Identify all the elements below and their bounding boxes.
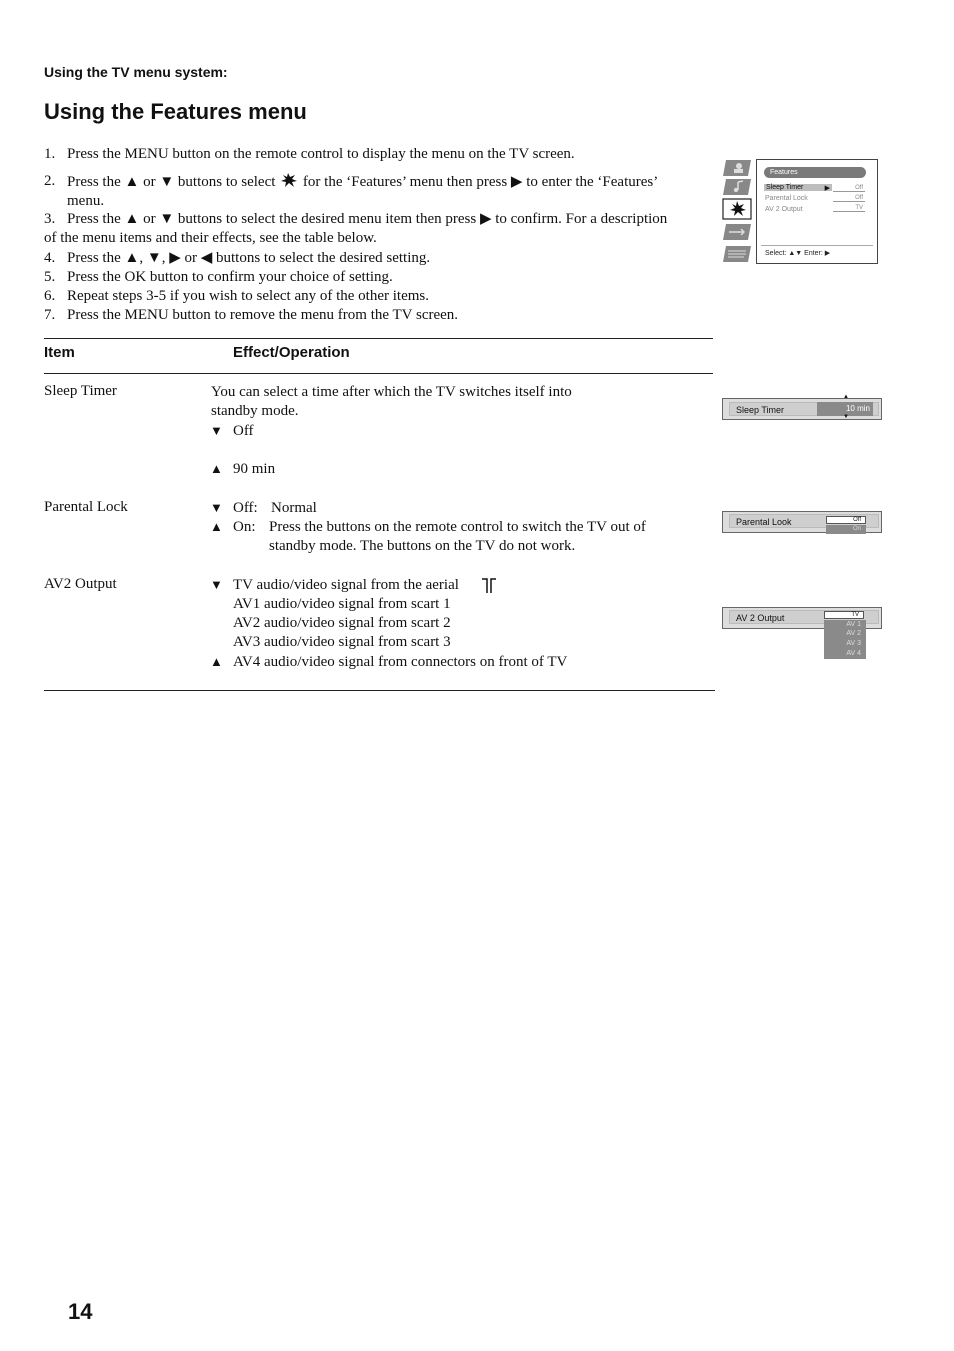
- step-text: Press the MENU button to remove the menu from the TV screen.: [67, 307, 459, 323]
- step-number: 6.: [44, 288, 56, 304]
- step-3: [44, 210, 710, 248]
- osd-option-av3[interactable]: AV 3: [824, 639, 866, 649]
- down-arrow-icon: ▼: [210, 500, 223, 515]
- effect-text: AV3 audio/video signal from scart 3: [233, 634, 451, 650]
- menu-item-label: Sleep Timer: [766, 184, 804, 191]
- up-arrow-icon: ▲: [210, 519, 223, 534]
- step-number: 4.: [44, 250, 56, 266]
- up-arrow-icon: ▲: [210, 461, 223, 476]
- osd-option-av4[interactable]: AV 4: [824, 649, 866, 659]
- effect-text: AV1 audio/video signal from scart 1: [233, 596, 451, 612]
- effect-text: Normal: [271, 500, 317, 516]
- step-5: [44, 268, 710, 287]
- osd-label: Parental Look: [729, 514, 879, 528]
- menu-item-parental-lock[interactable]: Parental Lock: [765, 195, 808, 202]
- step-7: [44, 306, 710, 325]
- column-header-effect: Effect/Operation: [233, 344, 350, 361]
- parental-lock-osd: [722, 511, 882, 533]
- step-text: Press the ▲, ▼, ▶ or ◀ buttons to select the desired setting.: [67, 250, 431, 266]
- osd-option-tv[interactable]: TV: [824, 611, 864, 619]
- osd-option-av1[interactable]: AV 1: [824, 620, 866, 629]
- menu-item-value: Off: [833, 195, 865, 202]
- down-arrow-icon: ▼: [210, 423, 223, 438]
- osd-option-av2[interactable]: AV 2: [824, 629, 866, 639]
- features-tab-icon: [722, 198, 752, 220]
- effect-text: AV2 audio/video signal from scart 2: [233, 615, 451, 631]
- effect-text: Press the buttons on the remote control to switch the TV out of: [269, 519, 646, 535]
- item-parental-lock: Parental Lock: [44, 499, 128, 515]
- effect-text: standby mode. The buttons on the TV do not work.: [269, 538, 576, 554]
- up-arrow-icon: ▲: [210, 654, 223, 669]
- step-text: for the ‘Features’ menu then press ▶ to enter the ‘Features’: [302, 174, 659, 190]
- osd-label: AV 2 Output: [729, 610, 879, 624]
- step-text: Press the MENU button on the remote control to display the menu on the TV screen.: [67, 146, 575, 162]
- step-number: 1.: [44, 146, 56, 162]
- menu-title: Features: [764, 167, 866, 178]
- step-number: 2.: [44, 173, 56, 189]
- step-2: [44, 172, 710, 211]
- install-tab-icon: [722, 223, 752, 241]
- step-text: Press the ▲ or ▼ buttons to select the desired menu item then press ▶ to confirm. For a description: [67, 211, 668, 227]
- item-sleep-timer: Sleep Timer: [44, 383, 117, 399]
- menu-divider: [761, 245, 873, 246]
- osd-value[interactable]: 10 min: [817, 402, 873, 416]
- step-text: Press the OK button to confirm your choice of setting.: [67, 269, 393, 285]
- step-text: Repeat steps 3-5 if you wish to select any of the other items.: [67, 288, 429, 304]
- up-arrow-icon: ▲: [843, 394, 849, 400]
- step-text: Press the ▲ or ▼ buttons to select: [67, 174, 276, 190]
- effect-text: Off: [233, 423, 254, 439]
- step-1: [44, 145, 710, 164]
- effect-text: 90 min: [233, 461, 276, 477]
- menu-item-av2-output[interactable]: AV 2 Output: [765, 206, 803, 213]
- effect-key: On:: [233, 519, 256, 535]
- table-top-rule: [44, 338, 713, 339]
- table-header-rule: [44, 373, 713, 374]
- features-star-icon: [279, 172, 299, 188]
- menu-item-value: Off: [833, 185, 865, 192]
- sleep-timer-osd: [722, 394, 882, 420]
- menu-footer: Select: ▲▼ Enter: ▶: [765, 250, 831, 257]
- step-text: menu.: [67, 193, 105, 209]
- step-text-wrap: [67, 172, 710, 192]
- step-6: [44, 287, 710, 306]
- step-number: 5.: [44, 269, 56, 285]
- osd-label: Sleep Timer: [729, 402, 879, 416]
- step-4: [44, 249, 710, 268]
- down-arrow-icon: ▼: [843, 414, 849, 420]
- page-title: Using the Features menu: [44, 99, 307, 124]
- effect-key: Off:: [233, 500, 258, 516]
- setup-tab-icon: [722, 245, 752, 263]
- column-header-item: Item: [44, 344, 75, 361]
- effect-text: TV audio/video signal from the aerial: [233, 577, 459, 593]
- section-label: Using the TV menu system:: [44, 64, 228, 80]
- effect-text: standby mode.: [211, 403, 299, 419]
- menu-item-sleep-timer[interactable]: [764, 184, 832, 191]
- down-arrow-icon: ▼: [210, 577, 223, 592]
- step-number: 7.: [44, 307, 56, 323]
- osd-option-on[interactable]: On: [826, 525, 866, 534]
- play-arrow-icon: ▶: [824, 185, 830, 192]
- effect-text: AV4 audio/video signal from connectors on front of TV: [233, 654, 568, 670]
- sound-tab-icon: [722, 178, 752, 196]
- menu-item-value: TV: [833, 205, 865, 212]
- osd-option-off[interactable]: Off: [826, 516, 866, 524]
- step-number: 3.: [44, 211, 56, 227]
- item-av2-output: AV2 Output: [44, 576, 117, 592]
- picture-tab-icon: [722, 159, 752, 177]
- features-menu-screen: [756, 159, 878, 264]
- effect-text: You can select a time after which the TV switches itself into: [211, 384, 572, 400]
- step-text: of the menu items and their effects, see the table below.: [44, 230, 377, 246]
- table-bottom-rule: [44, 690, 715, 691]
- page-number: 14: [68, 1299, 93, 1324]
- aerial-icon: [480, 578, 498, 594]
